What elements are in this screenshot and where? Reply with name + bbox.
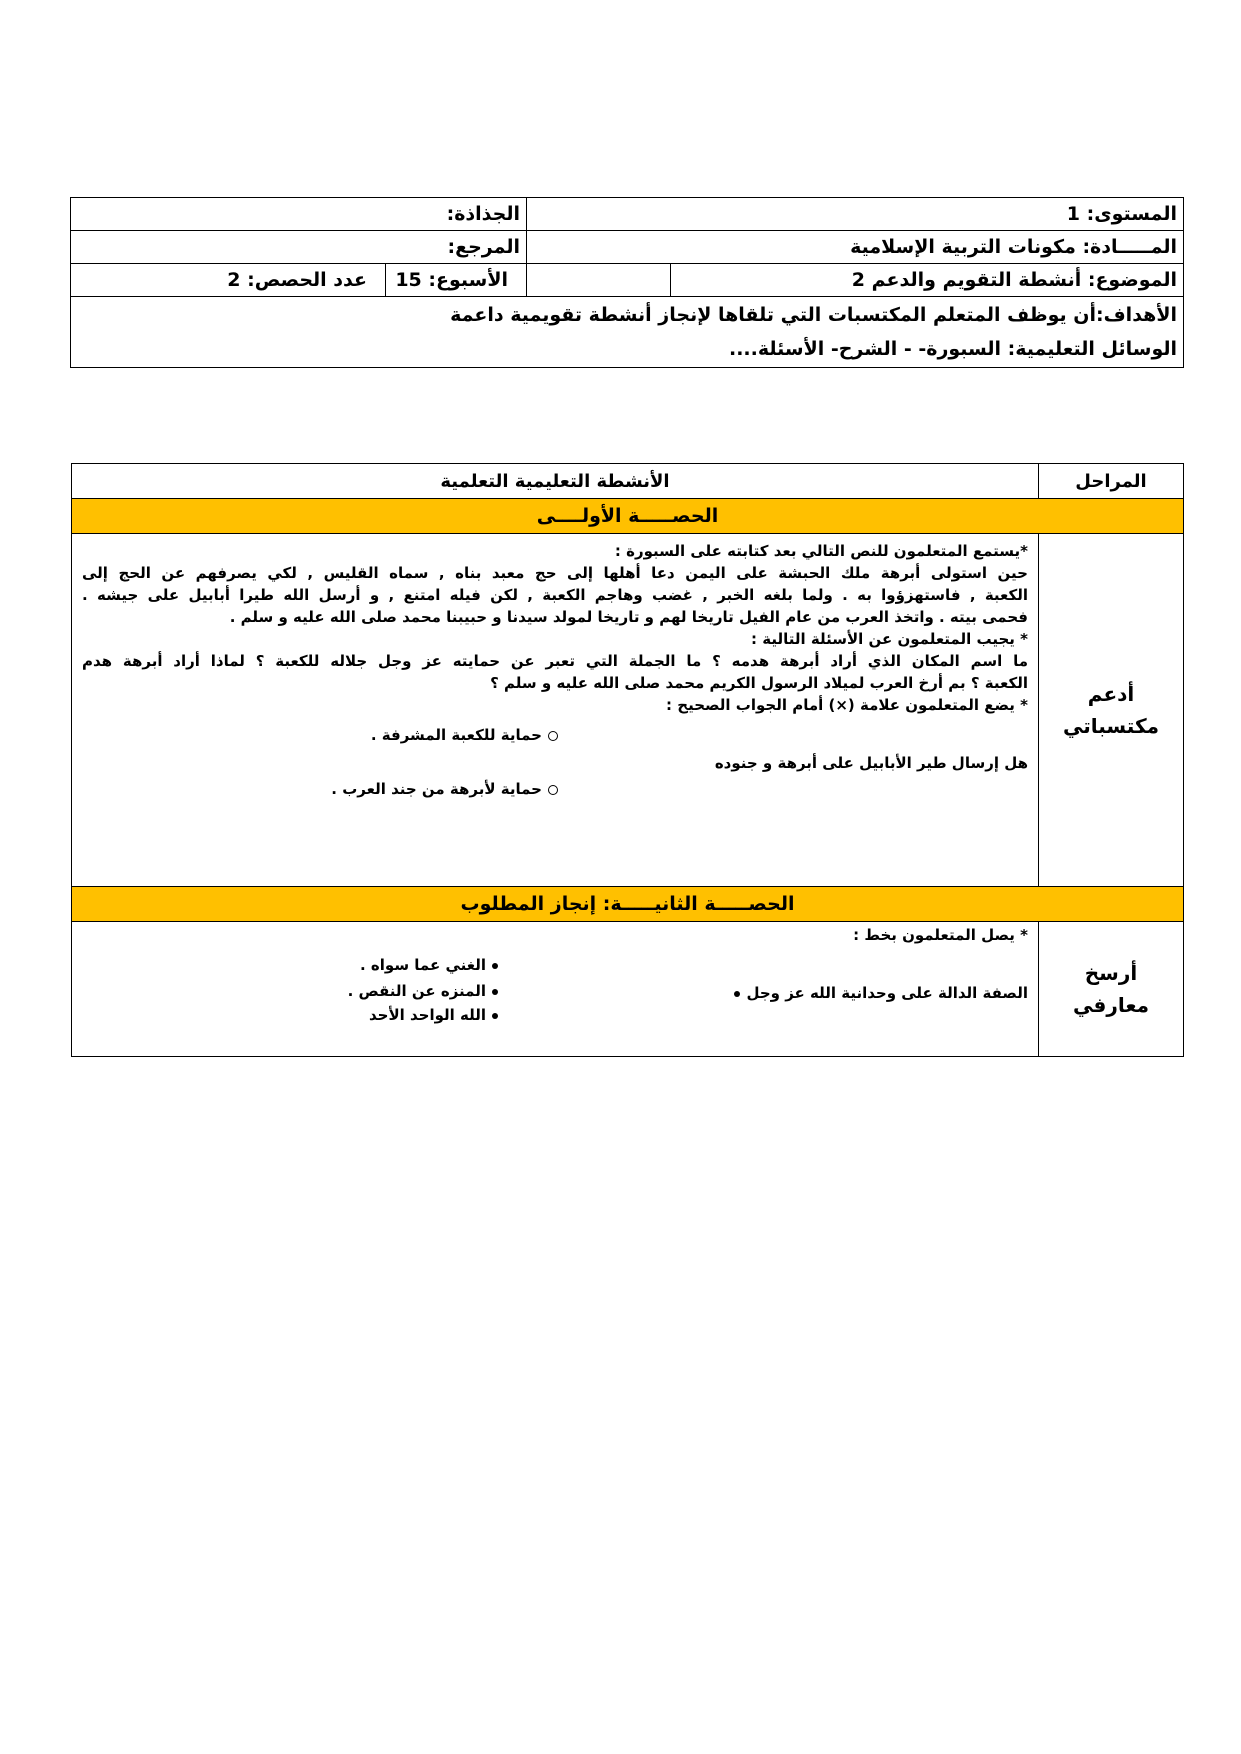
goals-label: الأهداف:: [1096, 304, 1178, 326]
topic-label: الموضوع:: [1087, 269, 1178, 291]
session1-stage: أدعم مكتسباتي: [1039, 534, 1184, 887]
session2-content: [72, 922, 1039, 1057]
option-2[interactable]: [331, 778, 558, 800]
radio-circle-icon[interactable]: [548, 785, 558, 795]
s1-text-line: فحمى بيته . واتخذ العرب من عام الفيل تاريخا لهم و تاريخا لمولد سيدنا و حبيبنا محمد صلى الله عليه و سلم .: [229, 608, 1028, 626]
s2-matching: [82, 946, 1028, 1046]
bullet-icon: [734, 991, 740, 997]
session2-band: الحصـــــة الثانيـــــة: إنجاز المطلوب: [72, 887, 1184, 922]
week-cell: [386, 264, 527, 297]
stages-header: المراحل: [1039, 464, 1184, 499]
reference-cell: [71, 231, 527, 264]
s2-intro: * يصل المتعلمون بخط :: [853, 926, 1028, 944]
level-value: 1: [1066, 203, 1080, 225]
header-table: [70, 197, 1184, 368]
reference-label: المرجع:: [447, 236, 520, 258]
s2-right-label: الغني عما سواه .: [360, 956, 486, 974]
s2-right-label: المنزه عن النقص .: [347, 982, 486, 1000]
s1-text-line: الكعبة , فاستهزؤوا به . ولما بلغه الخبر , غضب وهاجم الكعبة , لكن فيله امتنع , و أرسل الله طيرا أبابيل على جيشه .: [82, 586, 1028, 604]
level-cell: [527, 198, 1184, 231]
s2-right-item[interactable]: [360, 954, 498, 976]
subject-value: مكونات التربية الإسلامية: [850, 236, 1076, 258]
s1-mark-intro: * يضع المتعلمون علامة (×) أمام الجواب الصحيح :: [666, 696, 1028, 714]
session1-content: [72, 534, 1039, 887]
subject-label: المـــــادة:: [1082, 236, 1178, 258]
tools-line: [77, 332, 1177, 366]
week-value: 15: [395, 269, 422, 291]
topic-value: أنشطة التقويم والدعم 2: [851, 269, 1082, 291]
goals-tools-cell: [71, 297, 1184, 368]
s2-right-item[interactable]: [369, 1004, 498, 1026]
goals-value: أن يوظف المتعلم المكتسبات التي تلقاها لإنجاز أنشطة تقويمية داعمة: [450, 304, 1097, 326]
week-label: الأسبوع:: [428, 269, 508, 291]
s1-options: [82, 716, 1028, 834]
goals-line: [77, 298, 1177, 332]
topic-cell: [671, 264, 1184, 297]
option-1-label: حماية للكعبة المشرفة .: [370, 726, 542, 744]
tools-value: السبورة- - الشرح- الأسئلة....: [728, 338, 1002, 360]
level-label: المستوى:: [1086, 203, 1178, 225]
option-2-label: حماية لأبرهة من جند العرب .: [331, 780, 542, 798]
s2-left-label: الصفة الدالة على وحدانية الله عز وجل: [746, 984, 1028, 1002]
sessions-value: 2: [227, 269, 241, 291]
subject-cell: [527, 231, 1184, 264]
tools-label: الوسائل التعليمية:: [1007, 338, 1178, 360]
s2-left-item[interactable]: [734, 982, 1028, 1004]
s1-questions-intro: * يجيب المتعلمون عن الأسئلة التالية :: [751, 630, 1028, 648]
s2-right-item[interactable]: [348, 980, 498, 1002]
bullet-icon: [492, 963, 498, 969]
trunk-cell: [71, 198, 527, 231]
bullet-icon: [492, 989, 498, 995]
s1-question-line: الكعبة ؟ بم أرخ العرب لميلاد الرسول الكريم محمد صلى الله عليه و سلم ؟: [490, 674, 1028, 692]
radio-circle-icon[interactable]: [548, 731, 558, 741]
s1-question-line: ما اسم المكان الذي أراد أبرهة هدمه ؟ ما الجملة التي تعبر عن حمايته عز وجل جلاله للكعبة ؟ لماذا أراد أبرهة هدم: [82, 652, 1028, 670]
bullet-icon: [492, 1013, 498, 1019]
trunk-label: الجذاذة:: [446, 203, 520, 225]
option-1[interactable]: [371, 724, 558, 746]
session1-band: الحصـــــة الأولــــى: [72, 499, 1184, 534]
sessions-cell: [71, 264, 386, 297]
activities-header: الأنشطة التعليمية التعلمية: [72, 464, 1039, 499]
activities-table: [71, 463, 1184, 1057]
s1-text-line: حين استولى أبرهة ملك الحبشة على اليمن دعا أهلها إلى حج معبد بناه , سماه القليس , لكي يصرفهم عن الحج إلى: [82, 564, 1028, 582]
s2-right-label: الله الواحد الأحد: [368, 1006, 486, 1024]
s1-intro: *يستمع المتعلمون للنص التالي بعد كتابته على السبورة :: [614, 542, 1028, 560]
sessions-label: عدد الحصص:: [247, 269, 367, 291]
s1-question: هل إرسال طير الأبابيل على أبرهة و جنوده: [714, 754, 1028, 772]
session2-stage: أرسخ معارفي: [1039, 922, 1184, 1057]
